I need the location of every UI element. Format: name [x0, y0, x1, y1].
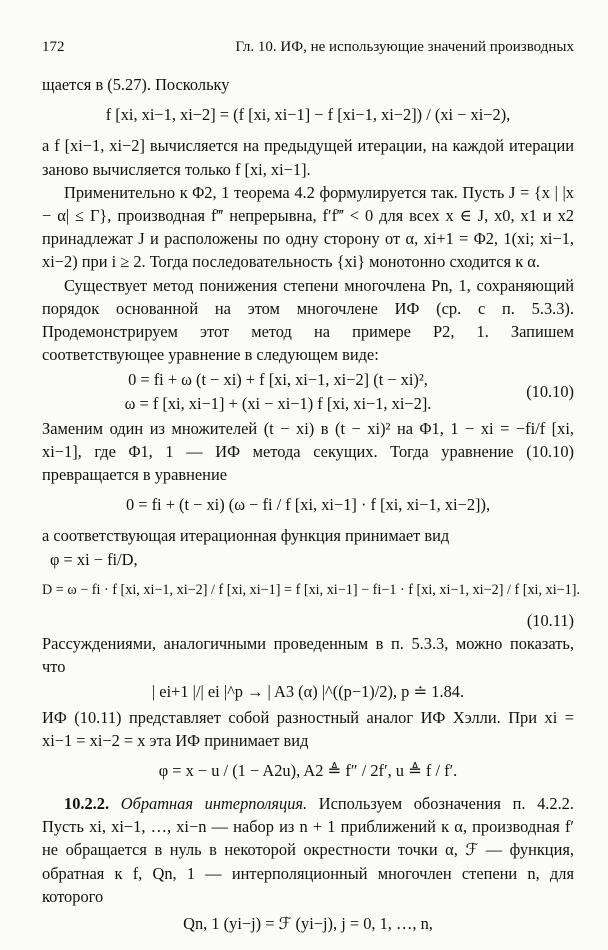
formula-halley: φ = x − u / (1 − A2u), A2 ≜ f″ / 2f′, u ≜ f / f′.	[158, 761, 458, 781]
paragraph-2: а f [xi−1, xi−2] вычисляется на предыдущей итерации, на каждой итерации заново вычисляется только f [xi, xi−1].	[42, 136, 574, 179]
running-header	[42, 36, 574, 59]
equation-number-10-10: (10.10)	[526, 382, 574, 402]
paragraph-9: Используем обозначения п. 4.2.2. Пусть xi, xi−1, …, xi−n — набор из n + 1 приближений к α, производная f′ не обращается в нуль в некоторой окрестности точки α, ℱ — функция, обратная к f, Qn, 1 — интерполяционный многочлен степени n, для которого	[42, 794, 574, 906]
section-title: Обратная интерполяция.	[120, 794, 308, 814]
paragraph-1: щается в (5.27). Поскольку	[42, 75, 230, 95]
paragraph-3: Применительно к Φ2, 1 теорема 4.2 формулируется так. Пусть J = {x | |x − α| ≤ Γ}, производная f‴ непрерывна, f′f‴ < 0 для всех x ∈ J, x0, x1 и x2 принадлежат J и расположены по одну сторону от α, xi+1 = Φ2, 1(xi; xi−1, xi−2) при i ≥ 2. Тогда последовательность {xi} монотонно сходится к α.	[42, 182, 574, 272]
formula-convergence-order: | ei+1 |/| ei |^p → | A3 (α) |^((p−1)/2), p ≐ 1.84.	[151, 682, 465, 702]
formula-phi: φ = xi − fi/D,	[50, 549, 138, 569]
formula-interpolation: Qn, 1 (yi−j) = ℱ (yi−j), j = 0, 1, …, n,	[183, 914, 433, 934]
section-10-2-2	[42, 792, 574, 908]
paragraph-8: ИФ (10.11) представляет собой разностный аналог ИФ Хэлли. При xi = xi−1 = xi−2 = x эта ИФ принимает вид	[42, 707, 574, 750]
equation-10-10-line-1: 0 = fi + ω (t − xi) + f [xi, xi−1, xi−2] (t − xi)²,	[128, 370, 428, 390]
paragraph-4: Существует метод понижения степени многочлена Pn, 1, сохраняющий порядок основанной на этом многочлене ИФ (ср. с п. 5.3.3). Продемонстрируем этот метод на примере P2, 1. Запишем соответствующее уравнение в следующем виде:	[42, 275, 574, 365]
page-number: 172	[42, 39, 65, 55]
paragraph-7: Рассуждениями, аналогичными проведенным в п. 5.3.3, можно показать, что	[42, 634, 574, 677]
equation-10-10	[42, 368, 574, 414]
paragraph-5: Заменим один из множителей (t − xi) в (t − xi)² на Φ1, 1 − xi = −fi/f [xi, xi−1], где Φ1, 1 — ИФ метода секущих. Тогда уравнение (10.10) превращается в уравнение	[42, 418, 574, 485]
paragraph-6: а соответствующая итерационная функция принимает вид	[42, 526, 450, 546]
section-number: 10.2.2.	[64, 794, 110, 814]
running-title: Гл. 10. ИФ, не использующие значений производных	[235, 39, 574, 55]
equation-number-10-11: (10.11)	[526, 610, 574, 630]
formula-transformed-equation: 0 = fi + (t − xi) (ω − fi / f [xi, xi−1] · f [xi, xi−1, xi−2]),	[125, 495, 491, 515]
formula-d: D = ω − fi · f [xi, xi−1, xi−2] / f [xi, xi−1] = f [xi, xi−1] − fi−1 · f [xi, xi−1, xi−2] / f [xi, xi−1].	[42, 581, 580, 598]
formula-divided-difference: f [xi, xi−1, xi−2] = (f [xi, xi−1] − f [xi−1, xi−2]) / (xi − xi−2),	[105, 105, 511, 125]
equation-10-10-line-2: ω = f [xi, xi−1] + (xi − xi−1) f [xi, xi−1, xi−2].	[124, 393, 432, 413]
